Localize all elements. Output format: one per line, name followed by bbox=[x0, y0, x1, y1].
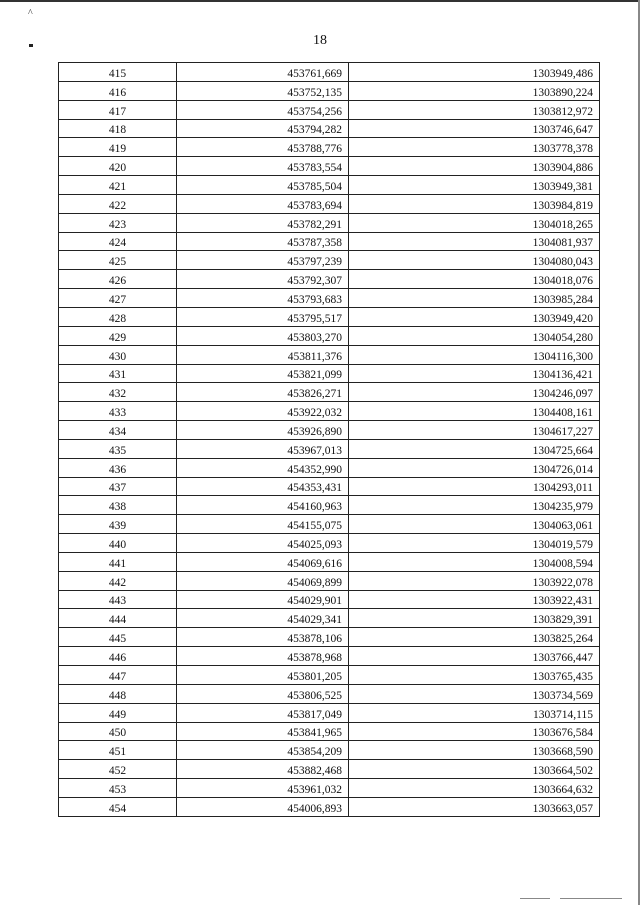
point-number-cell: 440 bbox=[59, 534, 177, 553]
y-coordinate-cell: 1303664,632 bbox=[349, 779, 600, 798]
x-coordinate-cell: 453821,099 bbox=[177, 364, 349, 383]
point-number-cell: 419 bbox=[59, 138, 177, 157]
table-row bbox=[59, 63, 600, 82]
x-coordinate-cell: 453754,256 bbox=[177, 100, 349, 119]
x-coordinate-cell: 454353,431 bbox=[177, 477, 349, 496]
x-coordinate-cell: 453797,239 bbox=[177, 251, 349, 270]
point-number-cell: 438 bbox=[59, 496, 177, 515]
table-row bbox=[59, 666, 600, 685]
point-number-cell: 454 bbox=[59, 797, 177, 816]
x-coordinate-cell: 453782,291 bbox=[177, 213, 349, 232]
y-coordinate-cell: 1303668,590 bbox=[349, 741, 600, 760]
y-coordinate-cell: 1303778,378 bbox=[349, 138, 600, 157]
coordinates-table bbox=[58, 62, 600, 817]
table-row bbox=[59, 345, 600, 364]
point-number-cell: 435 bbox=[59, 439, 177, 458]
y-coordinate-cell: 1304246,097 bbox=[349, 383, 600, 402]
y-coordinate-cell: 1304008,594 bbox=[349, 552, 600, 571]
x-coordinate-cell: 453854,209 bbox=[177, 741, 349, 760]
table-row bbox=[59, 797, 600, 816]
point-number-cell: 431 bbox=[59, 364, 177, 383]
y-coordinate-cell: 1303922,431 bbox=[349, 590, 600, 609]
point-number-cell: 446 bbox=[59, 647, 177, 666]
x-coordinate-cell: 453841,965 bbox=[177, 722, 349, 741]
point-number-cell: 427 bbox=[59, 289, 177, 308]
y-coordinate-cell: 1303904,886 bbox=[349, 157, 600, 176]
point-number-cell: 425 bbox=[59, 251, 177, 270]
y-coordinate-cell: 1304080,043 bbox=[349, 251, 600, 270]
point-number-cell: 439 bbox=[59, 515, 177, 534]
y-coordinate-cell: 1303949,486 bbox=[349, 63, 600, 82]
table-row bbox=[59, 552, 600, 571]
table-row bbox=[59, 421, 600, 440]
y-coordinate-cell: 1304063,061 bbox=[349, 515, 600, 534]
x-coordinate-cell: 454352,990 bbox=[177, 458, 349, 477]
table-row bbox=[59, 176, 600, 195]
point-number-cell: 423 bbox=[59, 213, 177, 232]
point-number-cell: 432 bbox=[59, 383, 177, 402]
y-coordinate-cell: 1304116,300 bbox=[349, 345, 600, 364]
point-number-cell: 429 bbox=[59, 326, 177, 345]
point-number-cell: 426 bbox=[59, 270, 177, 289]
page-number: 18 bbox=[313, 33, 327, 48]
x-coordinate-cell: 454155,075 bbox=[177, 515, 349, 534]
point-number-cell: 444 bbox=[59, 609, 177, 628]
y-coordinate-cell: 1304726,014 bbox=[349, 458, 600, 477]
point-number-cell: 452 bbox=[59, 760, 177, 779]
y-coordinate-cell: 1303676,584 bbox=[349, 722, 600, 741]
x-coordinate-cell: 453788,776 bbox=[177, 138, 349, 157]
x-coordinate-cell: 454160,963 bbox=[177, 496, 349, 515]
footer-scan-mark bbox=[560, 898, 622, 899]
point-number-cell: 436 bbox=[59, 458, 177, 477]
x-coordinate-cell: 453811,376 bbox=[177, 345, 349, 364]
point-number-cell: 418 bbox=[59, 119, 177, 138]
table-row bbox=[59, 439, 600, 458]
x-coordinate-cell: 453793,683 bbox=[177, 289, 349, 308]
table-row bbox=[59, 364, 600, 383]
x-coordinate-cell: 453826,271 bbox=[177, 383, 349, 402]
y-coordinate-cell: 1303922,078 bbox=[349, 571, 600, 590]
y-coordinate-cell: 1303664,502 bbox=[349, 760, 600, 779]
table-row bbox=[59, 383, 600, 402]
y-coordinate-cell: 1303984,819 bbox=[349, 194, 600, 213]
y-coordinate-cell: 1303825,264 bbox=[349, 628, 600, 647]
table-row bbox=[59, 628, 600, 647]
table-row bbox=[59, 100, 600, 119]
x-coordinate-cell: 453878,968 bbox=[177, 647, 349, 666]
table-row bbox=[59, 779, 600, 798]
y-coordinate-cell: 1303949,420 bbox=[349, 307, 600, 326]
x-coordinate-cell: 453806,525 bbox=[177, 684, 349, 703]
point-number-cell: 443 bbox=[59, 590, 177, 609]
x-coordinate-cell: 453922,032 bbox=[177, 402, 349, 421]
y-coordinate-cell: 1304725,664 bbox=[349, 439, 600, 458]
y-coordinate-cell: 1304019,579 bbox=[349, 534, 600, 553]
y-coordinate-cell: 1304018,076 bbox=[349, 270, 600, 289]
table-row bbox=[59, 119, 600, 138]
point-number-cell: 449 bbox=[59, 703, 177, 722]
x-coordinate-cell: 453882,468 bbox=[177, 760, 349, 779]
y-coordinate-cell: 1304018,265 bbox=[349, 213, 600, 232]
table-row bbox=[59, 684, 600, 703]
x-coordinate-cell: 454029,341 bbox=[177, 609, 349, 628]
point-number-cell: 442 bbox=[59, 571, 177, 590]
point-number-cell: 451 bbox=[59, 741, 177, 760]
table-row bbox=[59, 534, 600, 553]
table-row bbox=[59, 307, 600, 326]
footer-scan-mark bbox=[520, 898, 550, 899]
scan-top-edge bbox=[0, 0, 640, 2]
scan-mark-caret: ^ bbox=[28, 8, 33, 19]
x-coordinate-cell: 453795,517 bbox=[177, 307, 349, 326]
x-coordinate-cell: 453878,106 bbox=[177, 628, 349, 647]
table-row bbox=[59, 571, 600, 590]
point-number-cell: 448 bbox=[59, 684, 177, 703]
x-coordinate-cell: 454025,093 bbox=[177, 534, 349, 553]
x-coordinate-cell: 453787,358 bbox=[177, 232, 349, 251]
point-number-cell: 437 bbox=[59, 477, 177, 496]
x-coordinate-cell: 453783,554 bbox=[177, 157, 349, 176]
table-row bbox=[59, 590, 600, 609]
point-number-cell: 415 bbox=[59, 63, 177, 82]
table-row bbox=[59, 703, 600, 722]
x-coordinate-cell: 453967,013 bbox=[177, 439, 349, 458]
point-number-cell: 421 bbox=[59, 176, 177, 195]
point-number-cell: 450 bbox=[59, 722, 177, 741]
x-coordinate-cell: 453785,504 bbox=[177, 176, 349, 195]
x-coordinate-cell: 453801,205 bbox=[177, 666, 349, 685]
y-coordinate-cell: 1304081,937 bbox=[349, 232, 600, 251]
point-number-cell: 441 bbox=[59, 552, 177, 571]
y-coordinate-cell: 1303734,569 bbox=[349, 684, 600, 703]
table-row bbox=[59, 157, 600, 176]
x-coordinate-cell: 453792,307 bbox=[177, 270, 349, 289]
table-row bbox=[59, 647, 600, 666]
x-coordinate-cell: 454029,901 bbox=[177, 590, 349, 609]
y-coordinate-cell: 1304136,421 bbox=[349, 364, 600, 383]
point-number-cell: 433 bbox=[59, 402, 177, 421]
point-number-cell: 417 bbox=[59, 100, 177, 119]
y-coordinate-cell: 1304054,280 bbox=[349, 326, 600, 345]
table-row bbox=[59, 289, 600, 308]
x-coordinate-cell: 453752,135 bbox=[177, 81, 349, 100]
table-row bbox=[59, 741, 600, 760]
y-coordinate-cell: 1303765,435 bbox=[349, 666, 600, 685]
point-number-cell: 424 bbox=[59, 232, 177, 251]
y-coordinate-cell: 1303812,972 bbox=[349, 100, 600, 119]
table-row bbox=[59, 270, 600, 289]
point-number-cell: 416 bbox=[59, 81, 177, 100]
table-row bbox=[59, 213, 600, 232]
point-number-cell: 430 bbox=[59, 345, 177, 364]
table-row bbox=[59, 81, 600, 100]
point-number-cell: 420 bbox=[59, 157, 177, 176]
x-coordinate-cell: 453817,049 bbox=[177, 703, 349, 722]
table-row bbox=[59, 251, 600, 270]
table-row bbox=[59, 402, 600, 421]
x-coordinate-cell: 453761,669 bbox=[177, 63, 349, 82]
y-coordinate-cell: 1303890,224 bbox=[349, 81, 600, 100]
y-coordinate-cell: 1303949,381 bbox=[349, 176, 600, 195]
y-coordinate-cell: 1303746,647 bbox=[349, 119, 600, 138]
x-coordinate-cell: 453926,890 bbox=[177, 421, 349, 440]
point-number-cell: 434 bbox=[59, 421, 177, 440]
x-coordinate-cell: 453794,282 bbox=[177, 119, 349, 138]
x-coordinate-cell: 454069,899 bbox=[177, 571, 349, 590]
point-number-cell: 447 bbox=[59, 666, 177, 685]
table-row bbox=[59, 326, 600, 345]
point-number-cell: 428 bbox=[59, 307, 177, 326]
point-number-cell: 422 bbox=[59, 194, 177, 213]
x-coordinate-cell: 453783,694 bbox=[177, 194, 349, 213]
y-coordinate-cell: 1304293,011 bbox=[349, 477, 600, 496]
point-number-cell: 445 bbox=[59, 628, 177, 647]
y-coordinate-cell: 1304235,979 bbox=[349, 496, 600, 515]
y-coordinate-cell: 1303766,447 bbox=[349, 647, 600, 666]
y-coordinate-cell: 1304408,161 bbox=[349, 402, 600, 421]
y-coordinate-cell: 1303714,115 bbox=[349, 703, 600, 722]
table-row bbox=[59, 760, 600, 779]
x-coordinate-cell: 453961,032 bbox=[177, 779, 349, 798]
y-coordinate-cell: 1303985,284 bbox=[349, 289, 600, 308]
x-coordinate-cell: 453803,270 bbox=[177, 326, 349, 345]
coordinates-table-body bbox=[59, 63, 600, 817]
y-coordinate-cell: 1304617,227 bbox=[349, 421, 600, 440]
table-row bbox=[59, 138, 600, 157]
table-row bbox=[59, 194, 600, 213]
table-row bbox=[59, 609, 600, 628]
table-row bbox=[59, 722, 600, 741]
table-row bbox=[59, 232, 600, 251]
table-row bbox=[59, 496, 600, 515]
y-coordinate-cell: 1303663,057 bbox=[349, 797, 600, 816]
y-coordinate-cell: 1303829,391 bbox=[349, 609, 600, 628]
table-row bbox=[59, 458, 600, 477]
point-number-cell: 453 bbox=[59, 779, 177, 798]
table-row bbox=[59, 477, 600, 496]
table-row bbox=[59, 515, 600, 534]
x-coordinate-cell: 454069,616 bbox=[177, 552, 349, 571]
x-coordinate-cell: 454006,893 bbox=[177, 797, 349, 816]
